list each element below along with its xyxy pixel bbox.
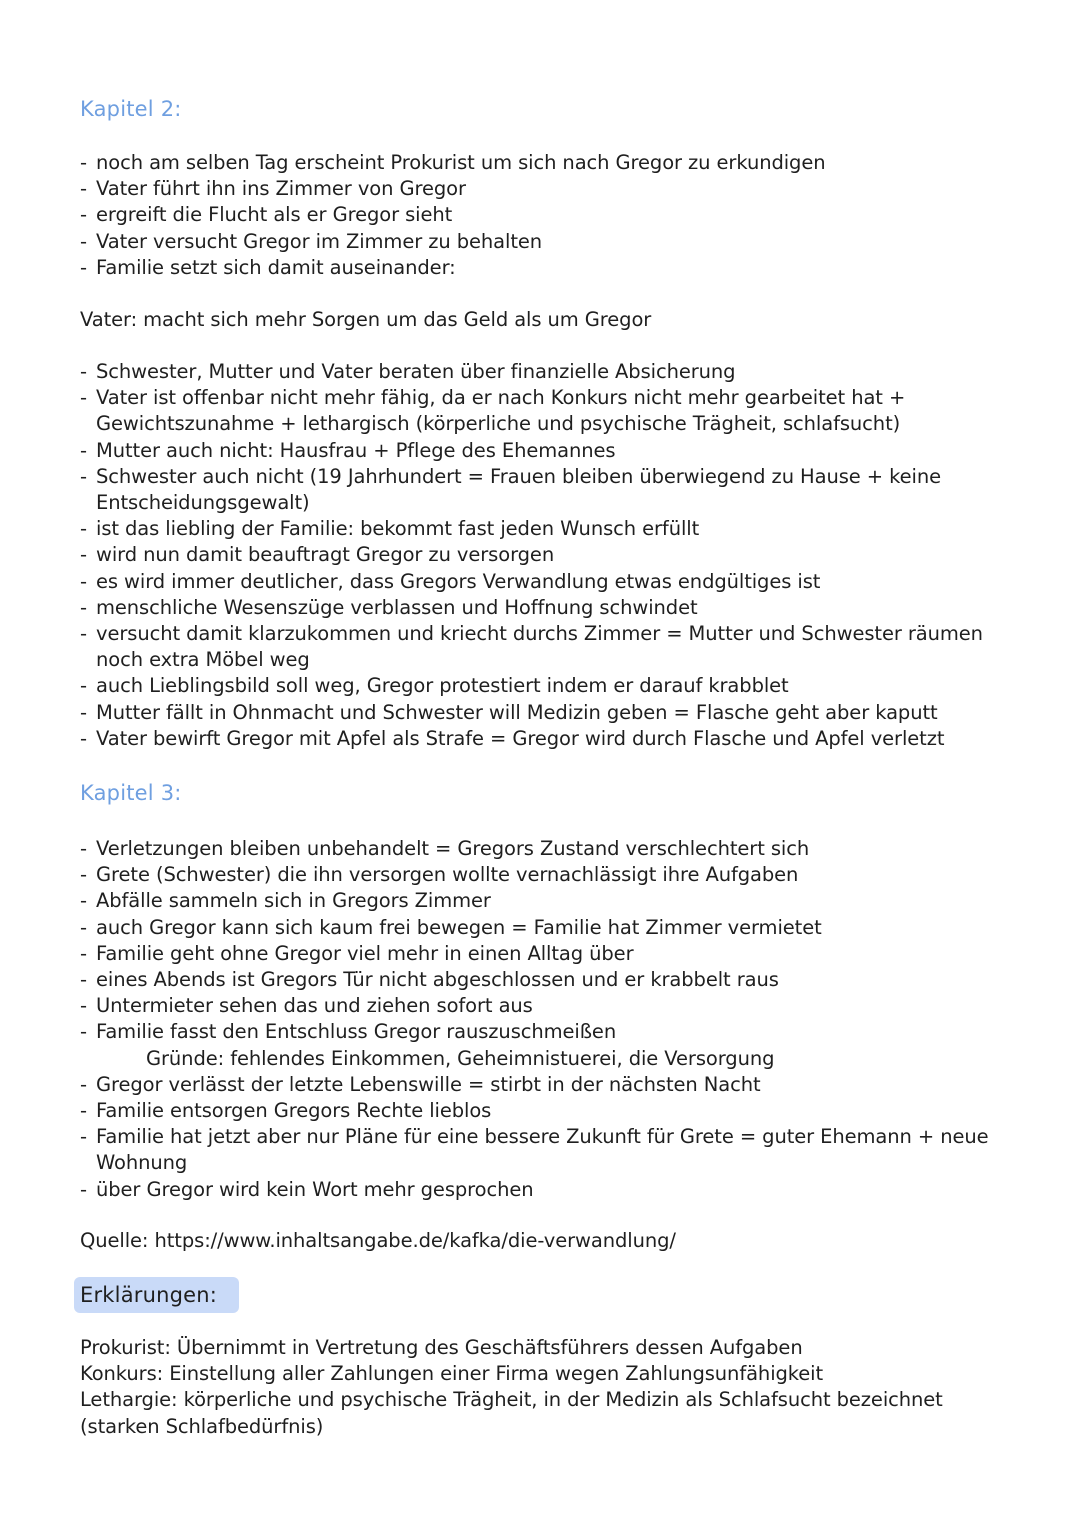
list-item: - menschliche Wesenszüge verblassen und Hoffnung schwindet — [80, 595, 698, 619]
definition-line: Prokurist: Übernimmt in Vertretung des Geschäftsführers dessen Aufgaben — [80, 1336, 803, 1359]
list-item: - Familie fasst den Entschluss Gregor rauszuschmeißen — [80, 1020, 617, 1044]
quelle-line: Quelle: https://www.inhaltsangabe.de/kafka/die-verwandlung/ — [80, 1229, 676, 1252]
list-item: - wird nun damit beauftragt Gregor zu versorgen — [80, 543, 555, 567]
list-item: - ist das liebling der Familie: bekommt fast jeden Wunsch erfüllt — [80, 517, 700, 541]
list-item: - auch Gregor kann sich kaum frei bewegen = Familie hat Zimmer vermietet — [80, 915, 822, 939]
list-item: - Gregor verlässt der letzte Lebenswille = stirbt in der nächsten Nacht — [80, 1072, 761, 1096]
list-item: - Abfälle sammeln sich in Gregors Zimmer — [80, 889, 491, 913]
list-item: - Vater versucht Gregor im Zimmer zu behalten — [80, 229, 543, 253]
definition-line: (starken Schlafbedürfnis) — [80, 1414, 324, 1438]
list-item: - Schwester auch nicht (19 Jahrhundert = Frauen bleiben überwiegend zu Hause + keine Entscheidungsgewalt) — [80, 464, 941, 515]
kapitel-3-bullets-a — [80, 836, 1010, 1203]
list-item: - Familie hat jetzt aber nur Pläne für eine bessere Zukunft für Grete = guter Ehemann + neue Wohnung — [80, 1125, 989, 1175]
list-item: - Schwester, Mutter und Vater beraten über finanzielle Absicherung — [80, 360, 736, 383]
kapitel-3-heading: Kapitel 3: — [80, 781, 182, 805]
list-item: - eines Abends ist Gregors Tür nicht abgeschlossen und er krabbelt raus — [80, 968, 779, 992]
list-item: - Familie geht ohne Gregor viel mehr in einen Alltag über — [80, 941, 634, 965]
list-item: - ergreift die Flucht als er Gregor sieht — [80, 203, 453, 227]
list-item: - Vater ist offenbar nicht mehr fähig, da er nach Konkurs nicht mehr gearbeitet hat + Gewichtszunahme + lethargisch (körperliche und psychische Trägheit, schlafsucht) — [80, 386, 906, 436]
list-item: - Mutter fällt in Ohnmacht und Schwester will Medizin geben = Flasche geht aber kaputt — [80, 700, 938, 724]
list-item: - Untermieter sehen das und ziehen sofort aus — [80, 994, 533, 1018]
definition-line: Konkurs: Einstellung aller Zahlungen einer Firma wegen Zahlungsunfähigkeit — [80, 1362, 824, 1386]
erklaerungen-list — [80, 1335, 1010, 1440]
kapitel-2-heading: Kapitel 2: — [80, 97, 182, 121]
list-item: - auch Lieblingsbild soll weg, Gregor protestiert indem er darauf krabblet — [80, 674, 789, 698]
list-item: - Vater bewirft Gregor mit Apfel als Strafe = Gregor wird durch Flasche und Apfel verletzt — [80, 726, 945, 750]
vater-line: Vater: macht sich mehr Sorgen um das Geld als um Gregor — [80, 308, 652, 331]
list-item: - Mutter auch nicht: Hausfrau + Pflege des Ehemannes — [80, 438, 616, 462]
list-item: - Verletzungen bleiben unbehandelt = Gregors Zustand verschlechtert sich — [80, 837, 810, 860]
list-item: - versucht damit klarzukommen und kriecht durchs Zimmer = Mutter und Schwester räumen noch extra Möbel weg — [80, 622, 983, 672]
list-item: - über Gregor wird kein Wort mehr gesprochen — [80, 1177, 534, 1201]
list-item: - es wird immer deutlicher, dass Gregors Verwandlung etwas endgültiges ist — [80, 569, 821, 593]
list-item: - Familie entsorgen Gregors Rechte lieblos — [80, 1099, 492, 1123]
kapitel-2-bullets-b — [80, 359, 1010, 752]
list-item: - noch am selben Tag erscheint Prokurist um sich nach Gregor zu erkundigen — [80, 151, 826, 174]
definition-line: Lethargie: körperliche und psychische Trägheit, in der Medizin als Schlafsucht bezeichnet — [80, 1388, 943, 1412]
gruende-line: Gründe: fehlendes Einkommen, Geheimnistuerei, die Versorgung — [146, 1046, 775, 1070]
list-item: - Vater führt ihn ins Zimmer von Gregor — [80, 177, 466, 201]
erklaerungen-heading: Erklärungen: — [74, 1277, 239, 1313]
list-item: - Grete (Schwester) die ihn versorgen wollte vernachlässigt ihre Aufgaben — [80, 863, 799, 887]
kapitel-2-bullets-a — [80, 150, 1010, 281]
list-item: - Familie setzt sich damit auseinander: — [80, 255, 456, 279]
